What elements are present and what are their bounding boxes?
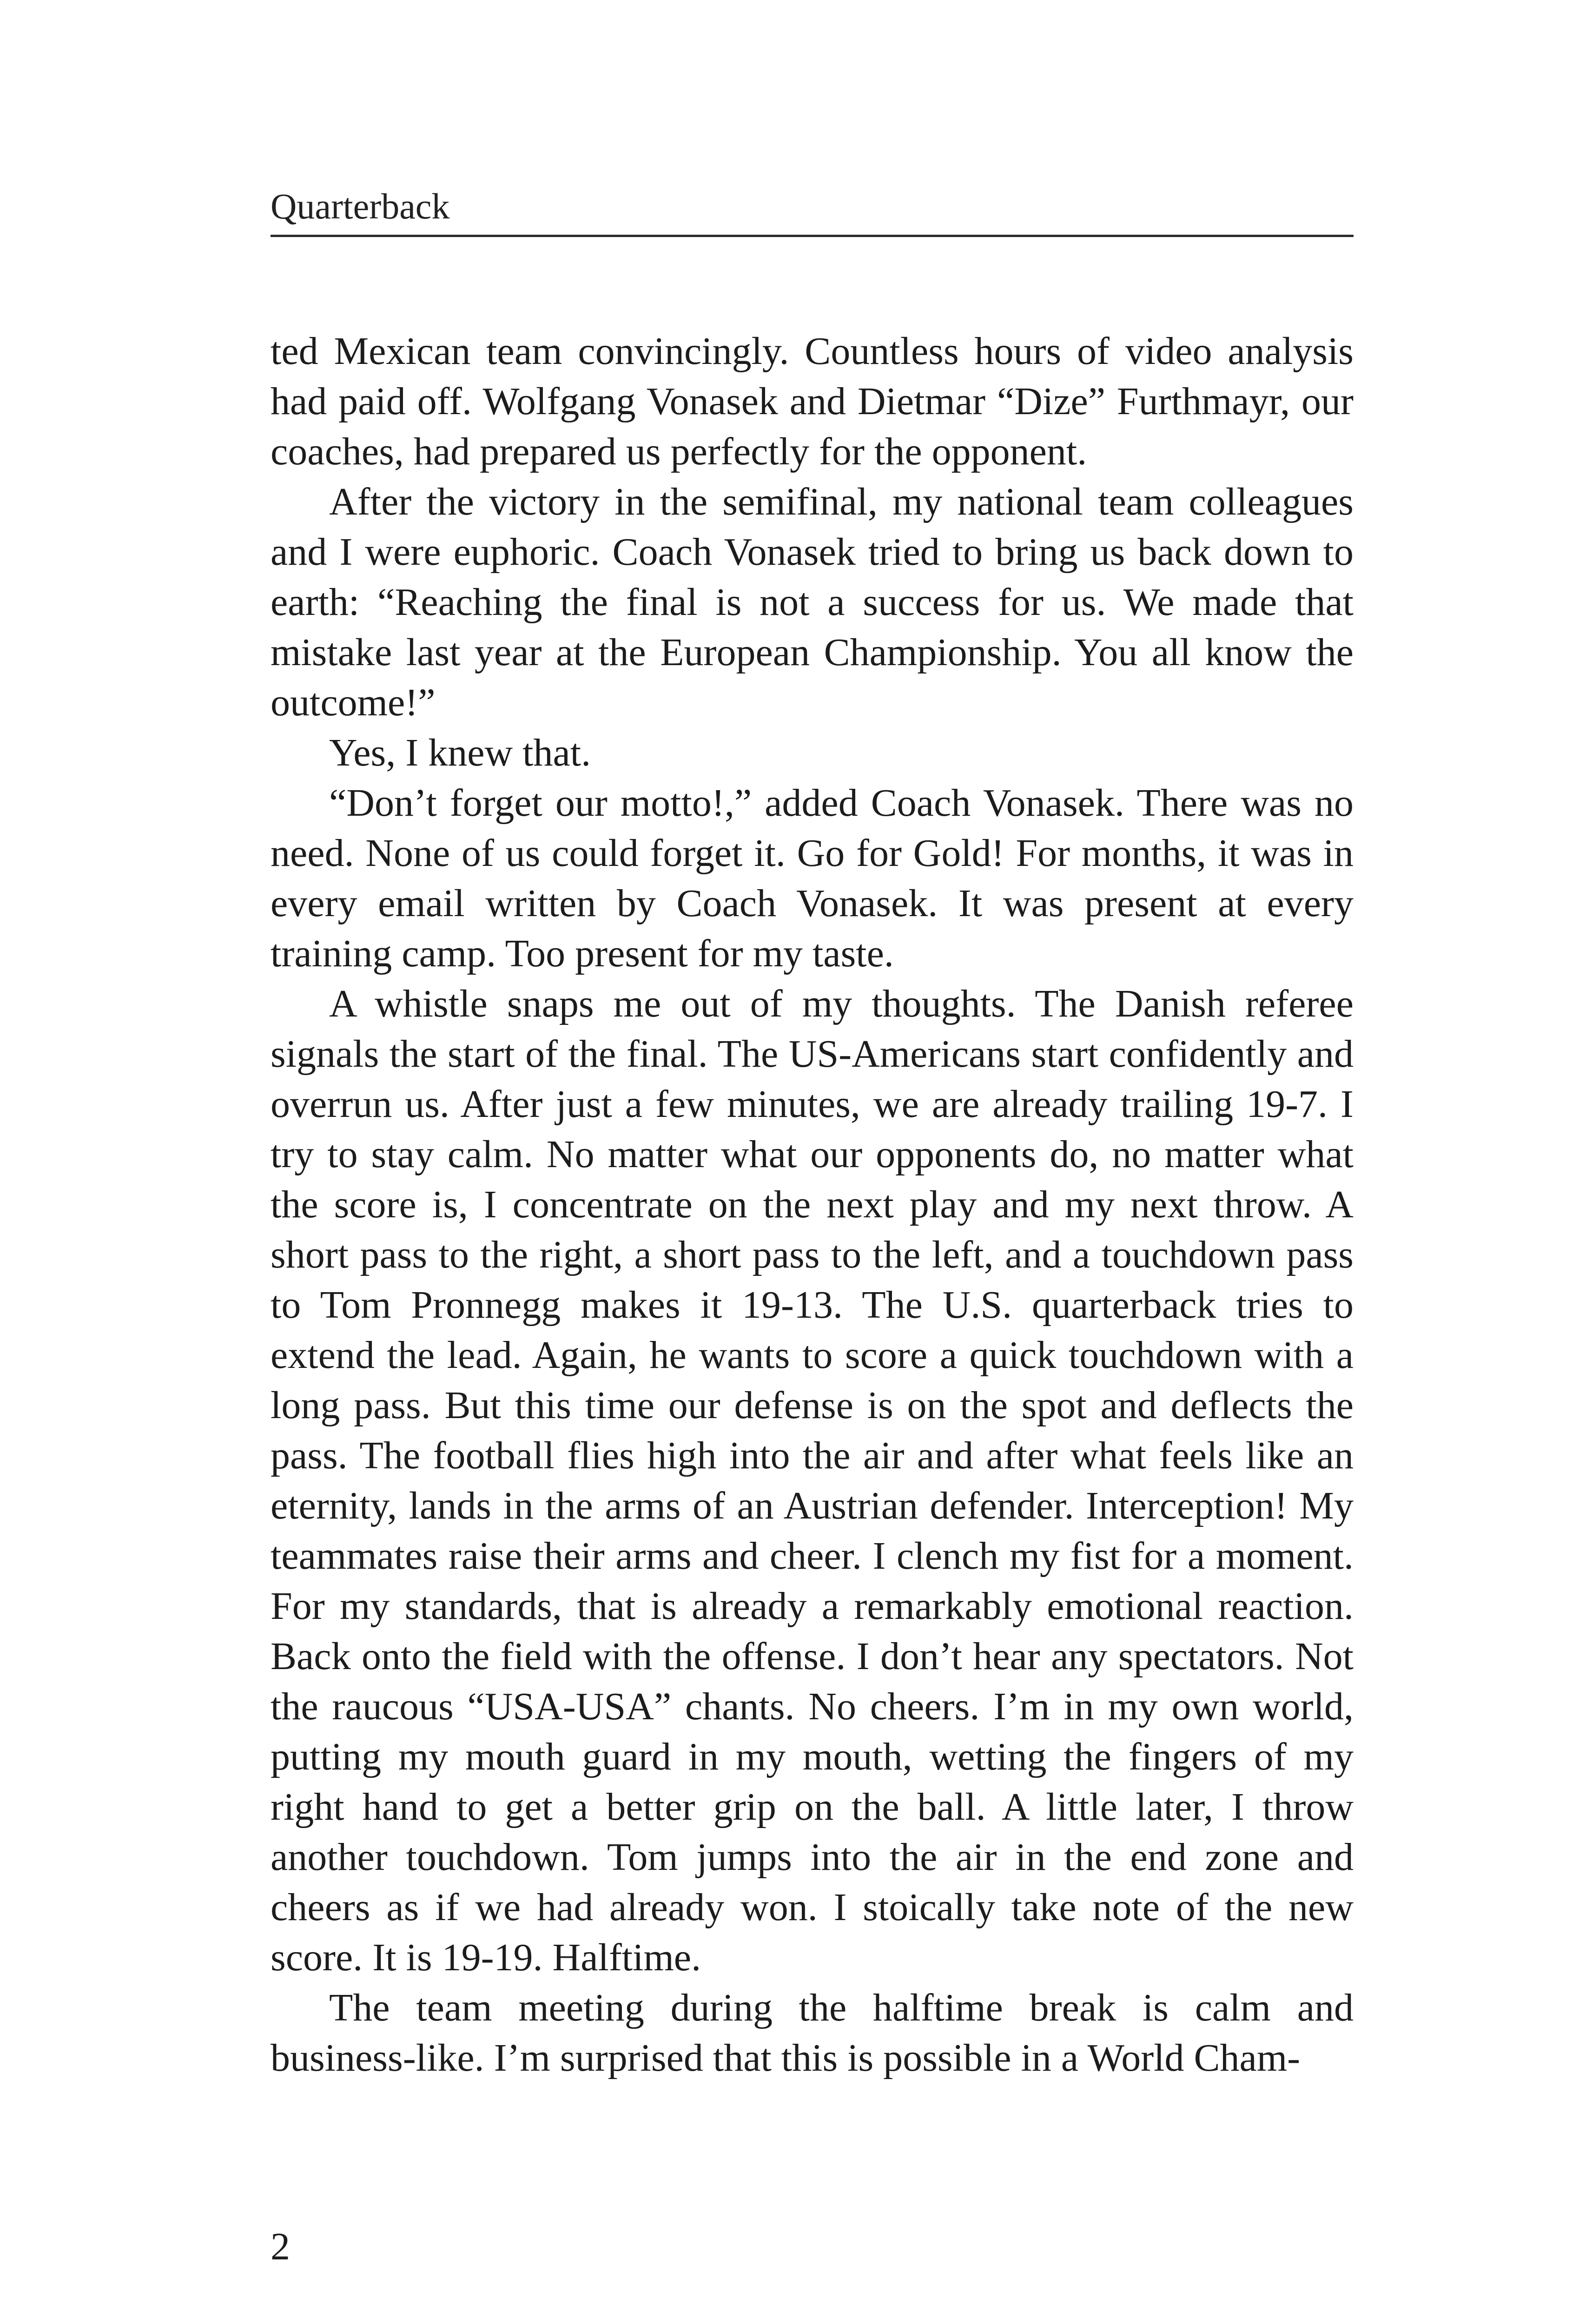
paragraph-1: ted Mexican team convincingly. Countless hours of video analysis had paid off. Wolfgang Vonasek and Dietmar “Dize” Furthmayr, our coaches, had prepared us perfectly for the opponent. <box>271 330 1354 473</box>
page-number: 2 <box>271 2225 290 2268</box>
paragraph-3: Yes, I knew that. <box>329 731 591 774</box>
header-rule <box>271 235 1354 237</box>
body-text <box>271 326 1354 2083</box>
running-head: Quarterback <box>271 186 450 226</box>
paragraph-2: After the victory in the semifinal, my national team colleagues and I were euphoric. Coach Vonasek tried to bring us back down to earth: “Reaching the final is not a success for us. We made that mistake last year at the European Championship. You all know the outcome!” <box>271 480 1354 724</box>
paragraph-4: “Don’t forget our motto!,” added Coach Vonasek. There was no need. None of us could forget it. Go for Gold! For months, it was in every email written by Coach Vonasek. It was present at every training camp. Too present for my taste. <box>271 781 1354 975</box>
paragraph-5: A whistle snaps me out of my thoughts. The Danish referee signals the start of the final. The US-Americans start confidently and overrun us. After just a few minutes, we are already trailing 19-7. I try to stay calm. No matter what our opponents do, no matter what the score is, I concentrate on the next play and my next throw. A short pass to the right, a short pass to the left, and a touchdown pass to Tom Pronnegg makes it 19-13. The U.S. quarterback tries to extend the lead. Again, he wants to score a quick touchdown with a long pass. But this time our defense is on the spot and deflects the pass. The football flies high into the air and after what feels like an eternity, lands in the arms of an Austrian defender. Interception! My teammates raise their arms and cheer. I clench my fist for a moment. For my standards, that is already a remarkably emotional reaction. Back onto the field with the offense. I don’t hear any spectators. Not the raucous “USA-USA” chants. No cheers. I’m in my own world, putting my mouth guard in my mouth, wetting the fingers of my right hand to get a better grip on the ball. A little later, I throw another touchdown. Tom jumps into the air in the end zone and cheers as if we had already won. I stoically take note of the new score. It is 19-19. Halftime. <box>271 982 1354 1979</box>
paragraph-6: The team meeting during the halftime break is calm and business-like. I’m surprised that this is possible in a World Cham- <box>271 1986 1354 2080</box>
